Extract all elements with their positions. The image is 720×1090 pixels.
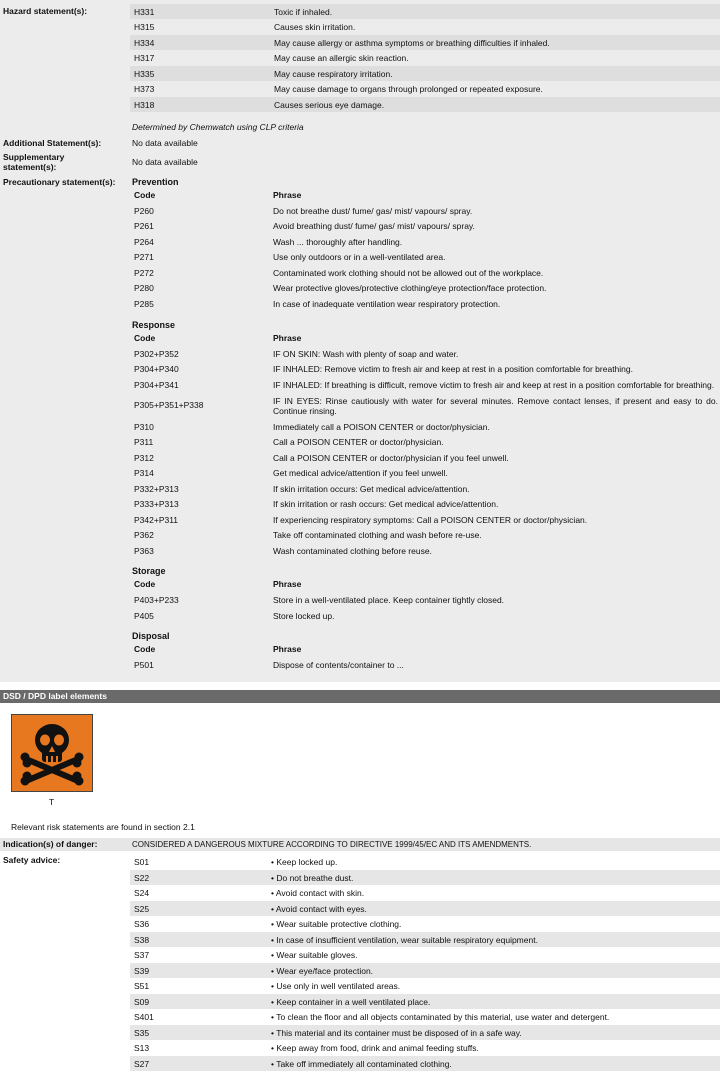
indication-of-danger-row [0, 838, 720, 851]
response-row [130, 393, 720, 417]
response-code: P304+P340 [134, 364, 179, 374]
hazard-statements-label: Hazard statement(s): [3, 6, 88, 16]
safety-code: S09 [134, 997, 150, 1007]
safety-row [130, 870, 720, 885]
prevention-row [130, 203, 720, 218]
response-text: If skin irritation occurs: Get medical advice/attention. [273, 484, 470, 494]
precautionary-statements-label: Precautionary statement(s): [3, 177, 116, 187]
prevention-code-header: Code [134, 190, 156, 200]
safety-advice-label: Safety advice: [3, 855, 61, 865]
safety-text: • Do not breathe dust. [271, 873, 354, 883]
additional-statements-value: No data available [132, 138, 198, 148]
safety-code: S25 [134, 904, 150, 914]
disposal-code-header: Code [134, 644, 156, 654]
safety-row [130, 994, 720, 1009]
hazard-text: May cause an allergic skin reaction. [274, 53, 409, 63]
response-code: P333+P313 [134, 499, 179, 509]
hazard-row [130, 50, 720, 65]
prevention-row [130, 265, 720, 280]
response-text: Wash contaminated clothing before reuse. [273, 546, 432, 556]
response-code: P304+P341 [134, 380, 179, 390]
supplementary-statements-label-1: Supplementary [3, 152, 65, 162]
dsd-dpd-banner-title: DSD / DPD label elements [3, 691, 107, 701]
safety-row [130, 1040, 720, 1055]
prevention-row [130, 249, 720, 264]
response-text: If experiencing respiratory symptoms: Call a POISON CENTER or doctor/physician. [273, 515, 588, 525]
disposal-code: P501 [134, 660, 154, 670]
safety-text: • Take off immediately all contaminated clothing. [271, 1059, 452, 1069]
storage-phrase-header: Phrase [273, 579, 302, 589]
risk-statements-note: Relevant risk statements are found in section 2.1 [11, 822, 195, 832]
hazard-code: H334 [134, 38, 155, 48]
storage-code: P403+P233 [134, 595, 179, 605]
response-row [130, 543, 720, 558]
skull-crossbones-icon [12, 715, 92, 791]
response-code: P332+P313 [134, 484, 179, 494]
safety-code: S51 [134, 981, 150, 991]
response-text: IF ON SKIN: Wash with plenty of soap and water. [273, 349, 459, 359]
response-code: P311 [134, 437, 154, 447]
safety-code: S13 [134, 1043, 150, 1053]
safety-row [130, 978, 720, 993]
hazard-symbol [11, 714, 93, 792]
storage-text: Store locked up. [273, 611, 335, 621]
prevention-code: P261 [134, 221, 154, 231]
prevention-row [130, 234, 720, 249]
response-text: Immediately call a POISON CENTER or doctor/physician. [273, 422, 490, 432]
safety-text: • In case of insufficient ventilation, wear suitable respiratory equipment. [271, 935, 538, 945]
storage-heading: Storage [132, 566, 166, 576]
response-row [130, 496, 720, 511]
hazard-text: May cause respiratory irritation. [274, 69, 393, 79]
prevention-text: In case of inadequate ventilation wear respiratory protection. [273, 299, 501, 309]
response-row [130, 377, 720, 392]
safety-row [130, 963, 720, 978]
response-code: P363 [134, 546, 154, 556]
safety-text: • Wear suitable protective clothing. [271, 919, 402, 929]
safety-row [130, 854, 720, 869]
response-code-header: Code [134, 333, 156, 343]
prevention-code: P285 [134, 299, 154, 309]
additional-statements-label: Additional Statement(s): [3, 138, 102, 148]
hazard-text: Toxic if inhaled. [274, 7, 333, 17]
hazard-row [130, 4, 720, 19]
supplementary-statements-value: No data available [132, 157, 198, 167]
disposal-text: Dispose of contents/container to ... [273, 660, 404, 670]
prevention-code: P272 [134, 268, 154, 278]
safety-text: • Avoid contact with eyes. [271, 904, 367, 914]
response-heading: Response [132, 320, 176, 330]
disposal-heading: Disposal [132, 631, 170, 641]
safety-text: • Use only in well ventilated areas. [271, 981, 401, 991]
hazard-code: H318 [134, 100, 155, 110]
prevention-code: P260 [134, 206, 154, 216]
response-code: P302+P352 [134, 349, 179, 359]
safety-text: • Avoid contact with skin. [271, 888, 365, 898]
prevention-text: Do not breathe dust/ fume/ gas/ mist/ vapours/ spray. [273, 206, 473, 216]
prevention-row [130, 280, 720, 295]
prevention-text: Contaminated work clothing should not be allowed out of the workplace. [273, 268, 544, 278]
response-row [130, 434, 720, 449]
clp-criteria-note: Determined by Chemwatch using CLP criteria [132, 122, 304, 132]
safety-text: • Wear eye/face protection. [271, 966, 374, 976]
response-row [130, 346, 720, 361]
safety-text: • Keep away from food, drink and animal feeding stuffs. [271, 1043, 479, 1053]
hazard-row [130, 81, 720, 96]
response-row [130, 512, 720, 527]
hazard-row [130, 66, 720, 81]
response-row [130, 481, 720, 496]
prevention-code: P271 [134, 252, 154, 262]
safety-code: S39 [134, 966, 150, 976]
response-code: P342+P311 [134, 515, 179, 525]
response-text: IF IN EYES: Rinse cautiously with water for several minutes. Remove contact lenses, if present and easy to do. Continue rinsing. [273, 396, 718, 416]
safety-code: S01 [134, 857, 150, 867]
safety-code: S38 [134, 935, 150, 945]
response-row [130, 361, 720, 376]
hazard-code: H315 [134, 22, 155, 32]
safety-row [130, 916, 720, 931]
response-text: Get medical advice/attention if you feel unwell. [273, 468, 448, 478]
prevention-row [130, 296, 720, 311]
safety-row [130, 1056, 720, 1071]
prevention-phrase-header: Phrase [273, 190, 302, 200]
hazard-symbol-letter: T [49, 797, 55, 807]
safety-text: • Wear suitable gloves. [271, 950, 358, 960]
response-row [130, 450, 720, 465]
storage-row [130, 608, 720, 623]
storage-text: Store in a well-ventilated place. Keep container tightly closed. [273, 595, 505, 605]
hazard-text: May cause damage to organs through prolonged or repeated exposure. [274, 84, 543, 94]
indication-of-danger-value: CONSIDERED A DANGEROUS MIXTURE ACCORDING TO DIRECTIVE 1999/45/EC AND ITS AMENDMENTS. [132, 840, 532, 849]
safety-code: S24 [134, 888, 150, 898]
safety-text: • Keep locked up. [271, 857, 338, 867]
safety-code: S36 [134, 919, 150, 929]
supplementary-statements-label-2: statement(s): [3, 162, 57, 172]
prevention-text: Wash ... thoroughly after handling. [273, 237, 403, 247]
hazard-text: Causes skin irritation. [274, 22, 356, 32]
hazard-code: H335 [134, 69, 155, 79]
safety-row [130, 1025, 720, 1040]
safety-row [130, 932, 720, 947]
response-row [130, 419, 720, 434]
safety-code: S27 [134, 1059, 150, 1069]
response-code: P362 [134, 530, 154, 540]
disposal-phrase-header: Phrase [273, 644, 302, 654]
hazard-code: H373 [134, 84, 155, 94]
prevention-text: Use only outdoors or in a well-ventilated area. [273, 252, 446, 262]
response-code: P310 [134, 422, 154, 432]
response-row [130, 465, 720, 480]
hazard-row [130, 97, 720, 112]
hazard-text: Causes serious eye damage. [274, 100, 385, 110]
storage-code: P405 [134, 611, 154, 621]
hazard-code: H317 [134, 53, 155, 63]
response-text: If skin irritation or rash occurs: Get medical advice/attention. [273, 499, 499, 509]
prevention-heading: Prevention [132, 177, 179, 187]
safety-row [130, 947, 720, 962]
safety-text: • Keep container in a well ventilated place. [271, 997, 431, 1007]
safety-code: S37 [134, 950, 150, 960]
hazard-row [130, 19, 720, 34]
prevention-row [130, 218, 720, 233]
response-phrase-header: Phrase [273, 333, 302, 343]
disposal-row [130, 657, 720, 672]
safety-code: S401 [134, 1012, 154, 1022]
response-code: P312 [134, 453, 154, 463]
safety-row [130, 1009, 720, 1024]
indication-of-danger-label: Indication(s) of danger: [3, 839, 98, 849]
storage-row [130, 592, 720, 607]
response-text: Call a POISON CENTER or doctor/physician. [273, 437, 444, 447]
safety-code: S22 [134, 873, 150, 883]
response-text: Take off contaminated clothing and wash before re-use. [273, 530, 482, 540]
storage-code-header: Code [134, 579, 156, 589]
prevention-text: Avoid breathing dust/ fume/ gas/ mist/ vapours/ spray. [273, 221, 475, 231]
response-text: Call a POISON CENTER or doctor/physician if you feel unwell. [273, 453, 509, 463]
response-code: P314 [134, 468, 154, 478]
hazard-row [130, 35, 720, 50]
prevention-text: Wear protective gloves/protective clothing/eye protection/face protection. [273, 283, 547, 293]
prevention-code: P280 [134, 283, 154, 293]
safety-row [130, 901, 720, 916]
hazard-text: May cause allergy or asthma symptoms or breathing difficulties if inhaled. [274, 38, 550, 48]
safety-row [130, 885, 720, 900]
prevention-code: P264 [134, 237, 154, 247]
dsd-dpd-banner [0, 690, 720, 703]
response-code: P305+P351+P338 [134, 400, 204, 410]
response-text: IF INHALED: Remove victim to fresh air and keep at rest in a position comfortable for breathing. [273, 364, 633, 374]
response-text: IF INHALED: If breathing is difficult, remove victim to fresh air and keep at rest in a position comfortable for breathing. [273, 380, 715, 390]
hazard-code: H331 [134, 7, 155, 17]
safety-code: S35 [134, 1028, 150, 1038]
safety-text: • To clean the floor and all objects contaminated by this material, use water and detergent. [271, 1012, 610, 1022]
safety-text: • This material and its container must be disposed of in a safe way. [271, 1028, 522, 1038]
response-row [130, 527, 720, 542]
